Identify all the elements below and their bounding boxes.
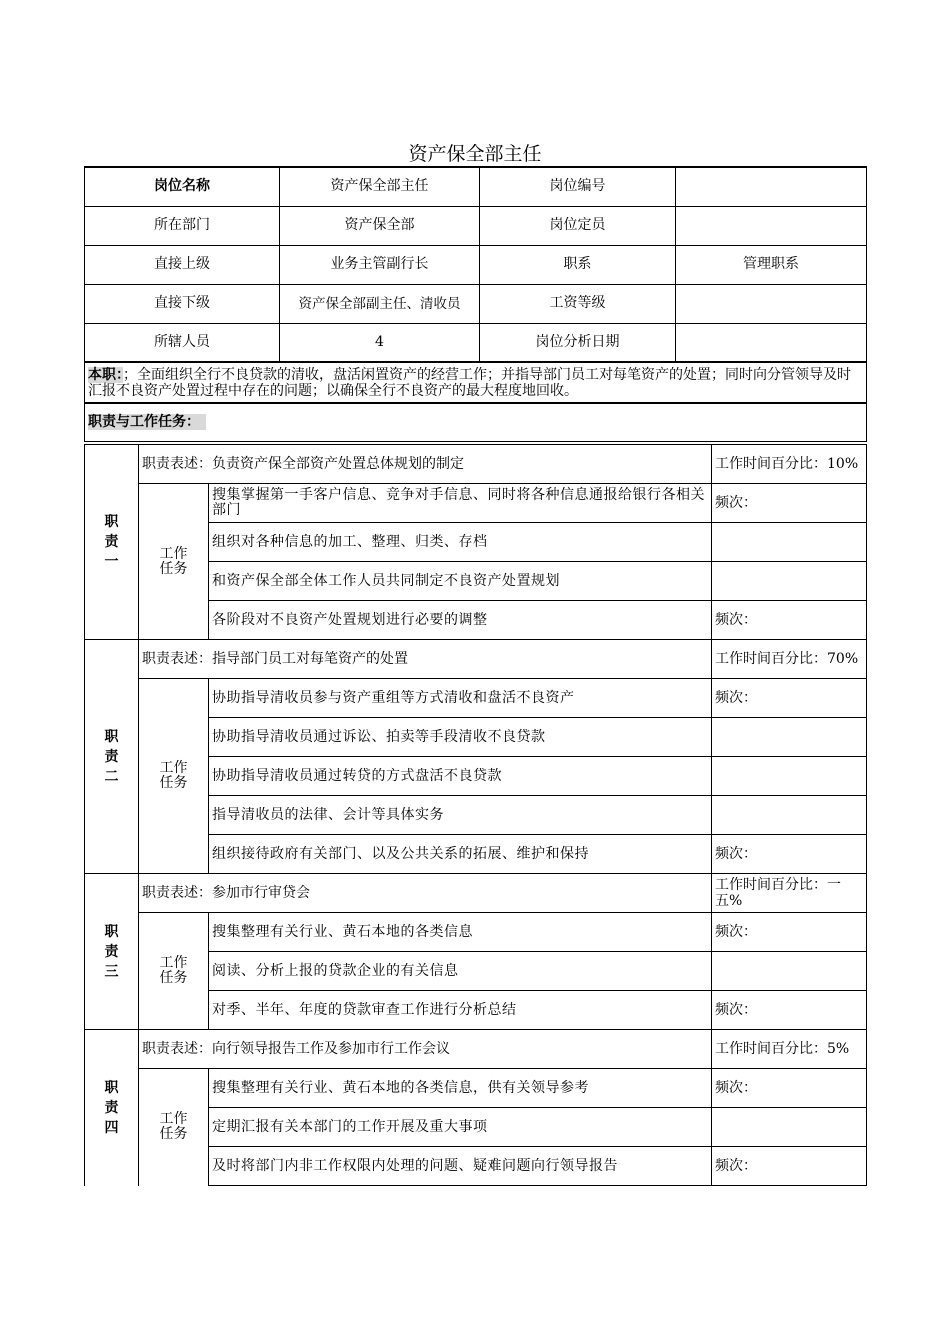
header-row: [85, 167, 867, 206]
duty-label-4: 职 责 四: [85, 1030, 139, 1186]
task-label: 工作 任务: [139, 1069, 209, 1186]
salary-grade-value: [676, 284, 867, 323]
task-text: 组织接待政府有关部门、以及公共关系的拓展、维护和保持: [209, 835, 712, 874]
task-frequency: 频次：: [712, 913, 867, 952]
task-label: 工作 任务: [139, 484, 209, 640]
headcount-value: [676, 206, 867, 245]
task-frequency: [712, 718, 867, 757]
mission-text: ；全面组织全行不良贷款的清收，盘活闲置资产的经营工作；并指导部门员工对每笔资产的处置；同时向分管领导及时汇报不良资产处置过程中存在的问题；以确保全行不良资产的最大程度地回收。: [88, 366, 851, 399]
staff-count-label: 所辖人员: [85, 323, 280, 362]
position-code-value: [676, 167, 867, 206]
duty-time-percent: 工作时间百分比：一五%: [712, 874, 867, 913]
task-frequency: 频次：: [712, 484, 867, 523]
task-label: 工作 任务: [139, 679, 209, 874]
position-name-label: 岗位名称: [85, 167, 280, 206]
duty-label-2: 职 责 二: [85, 640, 139, 874]
task-frequency: 频次：: [712, 1069, 867, 1108]
analysis-date-label: 岗位分析日期: [480, 323, 676, 362]
duty-statement: 职责表述：向行领导报告工作及参加市行工作会议: [139, 1030, 712, 1069]
page-title: 资产保全部主任: [408, 143, 542, 165]
section-title: 职责与工作任务：: [88, 414, 206, 430]
subordinate-value: 资产保全部副主任、清收员: [280, 284, 480, 323]
mission-cell: [85, 362, 867, 403]
mission-label: 本职：: [88, 366, 123, 383]
department-label: 所在部门: [85, 206, 280, 245]
job-family-value: 管理职系: [676, 245, 867, 284]
duty-statement: 职责表述：负责资产保全部资产处置总体规划的制定: [139, 445, 712, 484]
section-header-row: [85, 403, 867, 441]
duty-statement-row: [85, 445, 867, 484]
duty-label-3: 职 责 三: [85, 874, 139, 1030]
task-label: 工作 任务: [139, 913, 209, 1030]
duty-time-percent: 工作时间百分比：10%: [712, 445, 867, 484]
task-frequency: 频次：: [712, 679, 867, 718]
header-row: [85, 284, 867, 323]
duty-time-percent: 工作时间百分比：5%: [712, 1030, 867, 1069]
department-value: 资产保全部: [280, 206, 480, 245]
superior-value: 业务主管副行长: [280, 245, 480, 284]
task-frequency: 频次：: [712, 1147, 867, 1186]
headcount-label: 岗位定员: [480, 206, 676, 245]
job-family-label: 职系: [480, 245, 676, 284]
task-frequency: [712, 757, 867, 796]
task-frequency: 频次：: [712, 601, 867, 640]
task-text: 对季、半年、年度的贷款审查工作进行分析总结: [209, 991, 712, 1030]
analysis-date-value: [676, 323, 867, 362]
duty-statement-row: [85, 874, 867, 913]
task-frequency: [712, 952, 867, 991]
header-row: [85, 206, 867, 245]
subordinate-label: 直接下级: [85, 284, 280, 323]
task-text: 各阶段对不良资产处置规划进行必要的调整: [209, 601, 712, 640]
task-row: [85, 913, 867, 952]
duties-table: [84, 444, 867, 1186]
section-title-cell: [85, 403, 867, 441]
duty-statement-row: [85, 1030, 867, 1069]
duty-statement: 职责表述：参加市行审贷会: [139, 874, 712, 913]
task-row: [85, 484, 867, 523]
task-text: 搜集掌握第一手客户信息、竞争对手信息、同时将各种信息通报给银行各相关部门: [209, 484, 712, 523]
duty-label-1: 职 责 一: [85, 445, 139, 640]
task-text: 组织对各种信息的加工、整理、归类、存档: [209, 523, 712, 562]
staff-count-value: 4: [280, 323, 480, 362]
task-text: 协助指导清收员通过诉讼、拍卖等手段清收不良贷款: [209, 718, 712, 757]
superior-label: 直接上级: [85, 245, 280, 284]
duty-time-percent: 工作时间百分比：70%: [712, 640, 867, 679]
task-frequency: 频次：: [712, 991, 867, 1030]
position-name-value: 资产保全部主任: [280, 167, 480, 206]
position-code-label: 岗位编号: [480, 167, 676, 206]
task-frequency: 频次：: [712, 835, 867, 874]
task-frequency: [712, 1108, 867, 1147]
task-text: 和资产保全部全体工作人员共同制定不良资产处置规划: [209, 562, 712, 601]
task-text: 阅读、分析上报的贷款企业的有关信息: [209, 952, 712, 991]
task-text: 搜集整理有关行业、黄石本地的各类信息: [209, 913, 712, 952]
task-frequency: [712, 523, 867, 562]
task-text: 协助指导清收员通过转贷的方式盘活不良贷款: [209, 757, 712, 796]
task-text: 搜集整理有关行业、黄石本地的各类信息，供有关领导参考: [209, 1069, 712, 1108]
task-text: 及时将部门内非工作权限内处理的问题、疑难问题向行领导报告: [209, 1147, 712, 1186]
mission-row: [85, 362, 867, 403]
task-row: [85, 1069, 867, 1108]
task-row: [85, 679, 867, 718]
job-description-table: [84, 166, 867, 442]
duty-statement-row: [85, 640, 867, 679]
task-text: 指导清收员的法律、会计等具体实务: [209, 796, 712, 835]
header-row: [85, 245, 867, 284]
duty-statement: 职责表述：指导部门员工对每笔资产的处置: [139, 640, 712, 679]
salary-grade-label: 工资等级: [480, 284, 676, 323]
task-text: 协助指导清收员参与资产重组等方式清收和盘活不良资产: [209, 679, 712, 718]
task-frequency: [712, 562, 867, 601]
task-frequency: [712, 796, 867, 835]
header-row: [85, 323, 867, 362]
task-text: 定期汇报有关本部门的工作开展及重大事项: [209, 1108, 712, 1147]
